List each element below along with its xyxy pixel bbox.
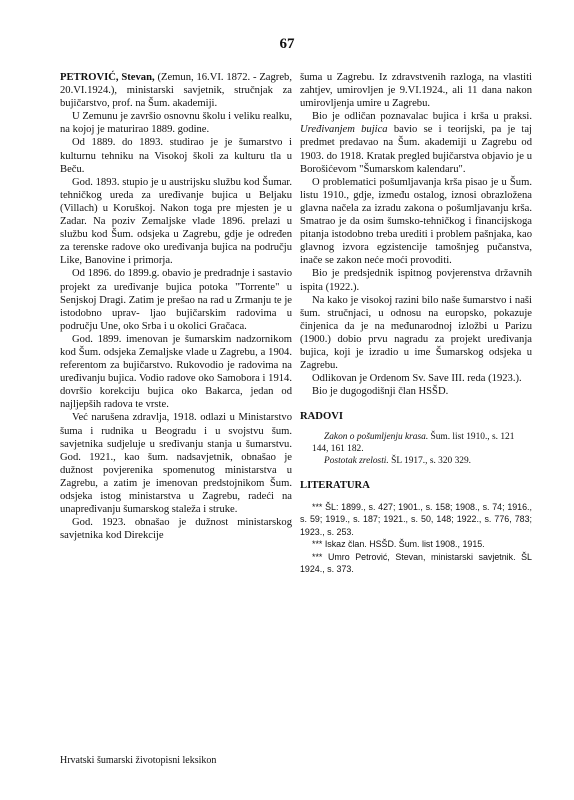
paragraph: God. 1893. stupio je u austrijsku službu kod Šumar. tehničkog ureda za uređivanje bujica u Beljaku (Villach) u Koruškoj. Nakon toga pre mjesten je u Zadar. Na poziv Zemaljske vlade 1896. prelazi u službu kod Šum. odsjeka u Zagrebu, gdje je određen za terenske radove oko uređivanja bujica na području Like, Banovine i primorja. (60, 176, 292, 267)
section-title-radovi: RADOVI (300, 411, 343, 423)
work-item (300, 431, 532, 455)
paragraph: Već narušena zdravlja, 1918. odlazi u Ministarstvo šuma i rudnika u Beogradu i u svojstvu šum. savjetnika sudjeluje u sređivanju stanja u šumarstvu. God. 1921., kao šum. nadsavjetnik, obnašao je dužnost povjerenika spomenutog ministarstva u Zagrebu, a zatim je imenovan predstojnikom Šum. odsjeka istog ministarstva u Zagrebu, radeći na unapređivanju šumarskog staleža i struke. (60, 412, 292, 516)
page-footer: Hrvatski šumarski životopisni leksikon (60, 755, 217, 766)
work-title: Postotak zrelosti. (324, 456, 389, 467)
literature-item: *** Iskaz član. HSŠD. Šum. list 1908., 1915. (312, 539, 485, 550)
paragraph: God. 1899. imenovan je šumarskim nadzornikom kod Šum. odsjeka Zemaljske vlade u Zagrebu, a 1904. referentom za bujičarstvo. Rukovodio je radovima na uređivanju bujica. Vodio radove oko Samobora i 1914. dovršio korekciju bujica oko Bakarca, jedan od najljepših radova te vrste. (60, 333, 292, 411)
paragraph: Bio je predsjednik ispitnog povjerenstva državnih ispita (1922.). (300, 268, 532, 293)
right-column (300, 71, 532, 576)
paragraph: Odlikovan je Ordenom Sv. Save III. reda (1923.). (312, 373, 522, 385)
paragraph: God. 1923. obnašao je dužnost ministarskog savjetnika kod Direkcije (60, 517, 292, 542)
italic-text-run: Uređivanjem bujica (300, 124, 388, 136)
text-run: Bio je odličan poznavalac bujica i krša u praksi. (312, 111, 532, 123)
entry-headword: PETROVIĆ, Stevan, (60, 72, 155, 83)
paragraph: Na kako je visokoj razini bilo naše šumarstvo i naši šum. stručnjaci, u odnosu na europsko, pokazuje činjenica da je na međunarodnoj izložbi u Parizu (1900.) dobio prvu nagradu za projekt uređivanja bujica, koji je izradio u ime Šumarskog odsjeka u Zagrebu. (300, 294, 532, 372)
literature-item: *** ŠL: 1899., s. 427; 1901., s. 158; 1908., s. 74; 1916., s. 59; 1919., s. 187; 1921., s. 50, 148; 1922., s. 776, 783; 1923., s. 253. (300, 501, 532, 537)
paragraph: Od 1896. do 1899.g. obavio je predradnje i sastavio projekt za uređivanje bujica potoka "Torrente" u Senjskoj Dragi. Zatim je prešao na rad u Zrmanju te je istodobno uprav- ljao bujičarskim radovima u području Une, oko Srba i u okolici Gračaca. (60, 268, 292, 332)
section-title-literatura: LITERATURA (300, 480, 370, 492)
paragraph: šuma u Zagrebu. Iz zdravstvenih razloga, na vlastiti zahtjev, umirovljen je 9.VI.1924., ali 11 dana nakon umirovljenja umire u Zagrebu. (300, 72, 532, 110)
paragraph: O problematici pošumljavanja krša pisao je u Šum. listu 1910., gdje, između ostalog, iznosi obrazložena glavna načela za izradu zakona o pošumljavanju krša. Smatrao je da osim šumsko-tehničkog i financijskoga pitanja istodobno treba urediti i problem pašnjaka, kao glavnog izvora egzistencije tamošnjeg pučanstva, inače se zakon neće moći provoditi. (300, 176, 532, 267)
paragraph: Bio je dugogodišnji član HSŠD. (312, 386, 449, 398)
work-item (300, 455, 532, 467)
entry-intro-text: (Zemun, 16.VI. 1872. - Zagreb, 20.VI.1924.), ministarski savjetnik, stručnjak za bujičarstvo, prof. na Šum. akademiji. (60, 72, 292, 110)
paragraph: Od 1889. do 1893. studirao je je šumarstvo i kulturnu tehniku na Visokoj školi za kulturu tla u Beču. (60, 137, 292, 175)
paragraph (300, 110, 532, 175)
entry-intro (60, 71, 292, 110)
work-citation: Šum. list 1910., s. 121 144, 161 182. (312, 432, 515, 455)
text-run: bavio se i teorijski, pa je taj predmet predavao na Šum. akademiji u Zagrebu od 1903. do 1918. Kratak pregled bujičarstva objavio je u Borošićevom "Šumarskom kalendaru". (300, 124, 532, 175)
page-number: 67 (279, 36, 295, 52)
left-column (60, 71, 292, 542)
work-citation: ŠL 1917., s. 320 329. (388, 456, 471, 467)
literature-list (300, 501, 532, 576)
work-title: Zakon o pošumljenju krasa. (324, 432, 429, 443)
literature-item: *** Umro Petrović, Stevan, ministarski savjetnik. ŠL 1924., s. 373. (300, 551, 532, 575)
paragraph: U Zemunu je završio osnovnu školu i veliku realku, na kojoj je maturirao 1889. godine. (60, 111, 292, 136)
